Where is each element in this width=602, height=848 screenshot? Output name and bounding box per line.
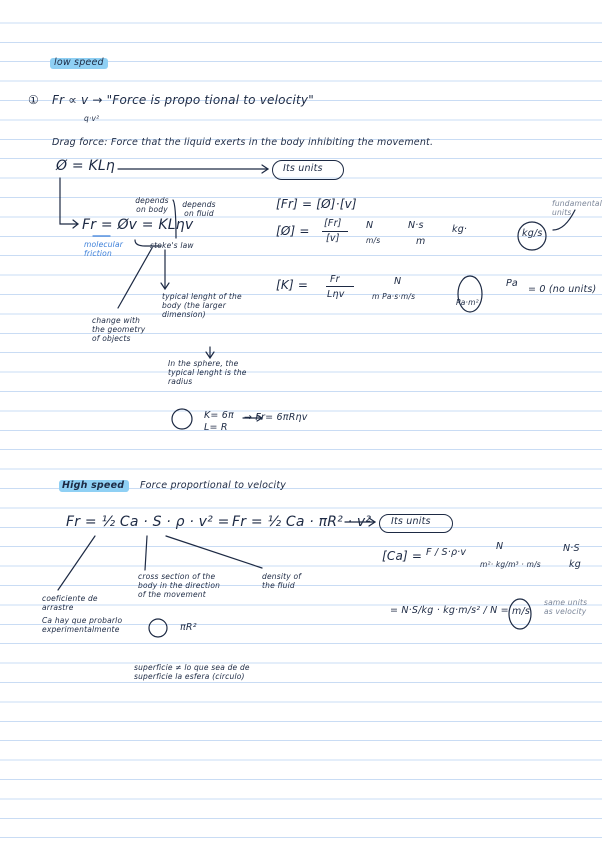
units-k-num: Fr xyxy=(330,274,340,285)
superficie-note: superficie ≠ lo que sea de de superficie la esfera (circulo) xyxy=(134,663,250,681)
proportional-statement: Fr ∝ v → "Force is propo tional to velocity" xyxy=(52,93,314,107)
coef-experimental-note: Ca hay que probarlo experimentalmente xyxy=(42,616,123,634)
units-ca-lhs: [Ca] = xyxy=(382,549,423,563)
units-phi-n: N xyxy=(366,220,374,231)
units-phi-frac-den: [v] xyxy=(326,233,340,244)
units-phi-kg: kg· xyxy=(452,224,468,235)
units-k-mpa: m Pa·s·m/s xyxy=(372,292,416,301)
high-fr-sphere: Fr = ½ Ca · πR² · v² xyxy=(232,514,372,530)
drag-force-definition: Drag force: Force that the liquid exerts in the body inhibiting the movement. xyxy=(52,137,434,148)
units-k-pam2: Pa·m² xyxy=(456,298,479,307)
depends-body-note: depends on body xyxy=(135,196,169,214)
k-equals-6pi: K= 6π xyxy=(204,410,234,421)
stokes-result: → Fr= 6πRηv xyxy=(244,412,308,423)
units-ca-kg: kg xyxy=(569,559,581,570)
units-ca-frac: F / S·ρ·v xyxy=(426,547,467,558)
high-its-units: Its units xyxy=(391,516,431,527)
units-phi-frac-num: [Fr] xyxy=(324,218,342,229)
units-phi-ms: m/s xyxy=(366,236,381,245)
fraction-bar xyxy=(322,231,348,232)
units-result: m/s xyxy=(512,606,531,617)
high-speed-subtitle: Force proportional to velocity xyxy=(140,480,287,491)
typical-length-note: typical lenght of the body (the larger dimension) xyxy=(162,292,242,319)
units-ca-den: m²· kg/m³ · m/s xyxy=(480,560,541,569)
units-k-den: Lηv xyxy=(327,289,345,300)
units-line-2: = N·S/kg · kg·m/s² / N = xyxy=(390,605,509,616)
coef-note: coeficiente de arrastre xyxy=(42,594,98,612)
high-fr-equation: Fr = ½ Ca · S · ρ · v² = xyxy=(66,514,230,530)
depends-fluid-note: depends on fluid xyxy=(182,200,216,218)
stokes-law-label: stoke's law xyxy=(150,241,194,250)
drag-force-equation: Fr = Øv = KLηv xyxy=(82,217,194,233)
units-ca-ns: N·S xyxy=(563,543,580,554)
units-phi-lhs: [Ø] = xyxy=(276,224,310,238)
same-units-note: same units as velocity xyxy=(544,598,588,616)
phi-equation: Ø = KLη xyxy=(56,158,115,174)
units-k-n: N xyxy=(394,276,402,287)
high-speed-heading: High speed xyxy=(62,480,125,491)
fundamental-units-note: fundamental units xyxy=(552,199,602,217)
its-units-label: Its units xyxy=(283,163,323,174)
fraction-bar xyxy=(326,286,354,287)
density-note: density of the fluid xyxy=(262,572,302,590)
units-ca-n: N xyxy=(496,541,504,552)
units-fr-line: [Fr] = [Ø]·[v] xyxy=(276,197,357,211)
molecular-friction-note: molecular friction xyxy=(84,240,124,258)
units-phi-m: m xyxy=(416,236,426,247)
l-equals-r: L= R xyxy=(204,422,228,433)
v-squared-note: q·v² xyxy=(84,114,100,123)
item-number-mark: ① xyxy=(28,93,39,107)
low-speed-heading: low speed xyxy=(54,57,104,68)
units-phi-kgs: kg/s xyxy=(522,228,543,239)
cross-section-note: cross section of the body in the direction of the movement xyxy=(138,572,221,599)
units-k-lhs: [K] = xyxy=(276,278,309,292)
units-k-pa: Pa xyxy=(506,278,518,289)
geometry-note: change with the geometry of objects xyxy=(92,316,146,343)
units-phi-ns: N·s xyxy=(408,220,424,231)
pi-r2: πR² xyxy=(180,622,197,633)
units-k-result: = 0 (no units) xyxy=(528,284,597,295)
sphere-radius-note: In the sphere, the typical lenght is the radius xyxy=(168,359,247,386)
